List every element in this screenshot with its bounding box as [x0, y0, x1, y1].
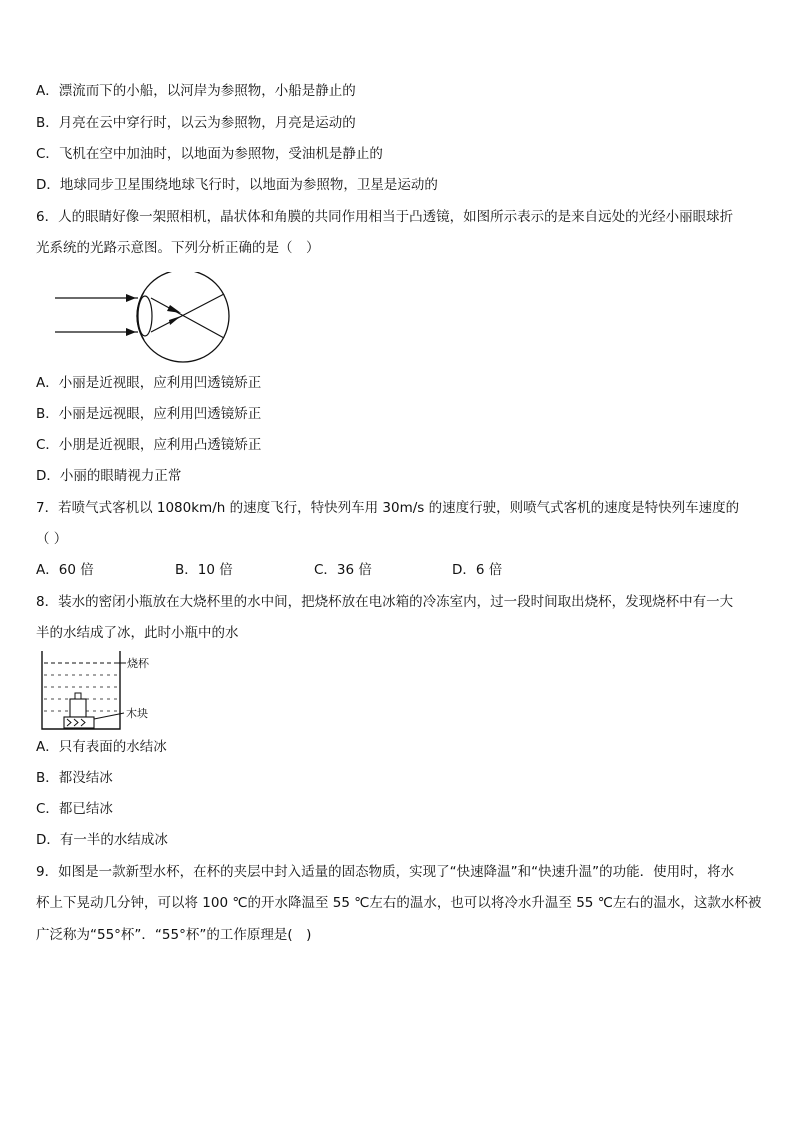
q8-option-a: A．只有表面的水结冰: [36, 739, 167, 755]
arrow-top-refracted: [167, 305, 181, 313]
q6-option-b: B．小丽是远视眼，应利用凹透镜矫正: [36, 406, 262, 422]
q8-option-b: B．都没结冰: [36, 770, 113, 786]
q5-option-a: A．漂流而下的小船，以河岸为参照物，小船是静止的: [36, 83, 356, 99]
q8-option-c: C．都已结冰: [36, 801, 113, 817]
q7-option-d: D．6 倍: [452, 562, 503, 578]
q7-option-b: B．10 倍: [175, 562, 233, 578]
small-bottle-neck: [75, 693, 81, 699]
wood-block-label: 木块: [126, 707, 148, 720]
q6-option-c: C．小朋是近视眼，应利用凸透镜矫正: [36, 437, 262, 453]
q6-stem-line2: 光系统的光路示意图。下列分析正确的是（ ）: [36, 240, 320, 256]
q6-option-d: D．小丽的眼睛视力正常: [36, 468, 182, 484]
refracted-ray-top: [151, 298, 224, 338]
refracted-ray-bottom: [151, 294, 224, 332]
arrow-bottom-incoming: [126, 328, 136, 336]
q9-stem-line1: 9．如图是一款新型水杯，在杯的夹层中封入适量的固态物质，实现了“快速降温”和“快速升温”的功能．使用时，将水: [36, 864, 735, 880]
small-bottle: [70, 699, 86, 717]
q5-option-c: C．飞机在空中加油时，以地面为参照物，受油机是静止的: [36, 146, 383, 162]
q7-option-a: A．60 倍: [36, 562, 94, 578]
q8-stem-line2: 半的水结成了冰，此时小瓶中的水: [36, 625, 239, 641]
q6-option-a: A．小丽是近视眼，应利用凹透镜矫正: [36, 375, 262, 391]
eyeball-outline: [137, 272, 229, 362]
eye-diagram: [52, 272, 242, 364]
q8-option-d: D．有一半的水结成冰: [36, 832, 168, 848]
q9-stem-line3: 广泛称为“55°杯”．“55°杯”的工作原理是( ): [36, 927, 312, 943]
q7-stem-line1: 7．若喷气式客机以 1080km/h 的速度飞行，特快列车用 30m/s 的速度行驶，则喷气式客机的速度是特快列车速度的: [36, 500, 740, 516]
lens: [138, 296, 152, 336]
wood-block: [64, 717, 94, 728]
arrow-top-incoming: [126, 294, 136, 302]
beaker-label: 烧杯: [127, 657, 149, 670]
arrow-bottom-refracted: [169, 316, 181, 325]
q9-stem-line2: 杯上下晃动几分钟，可以将 100 ℃的开水降温至 55 ℃左右的温水，也可以将冷水升温至 55 ℃左右的温水，这款水杯被: [36, 895, 762, 911]
q7-stem-line2: （ ）: [36, 531, 68, 547]
beaker-diagram: [38, 651, 168, 733]
q6-stem-line1: 6．人的眼睛好像一架照相机，晶状体和角膜的共同作用相当于凸透镜，如图所示表示的是来自远处的光经小丽眼球折: [36, 209, 734, 225]
q5-option-d: D．地球同步卫星围绕地球飞行时，以地面为参照物，卫星是运动的: [36, 177, 438, 193]
q8-stem-line1: 8．装水的密闭小瓶放在大烧杯里的水中间，把烧杯放在电冰箱的冷冻室内，过一段时间取出烧杯，发现烧杯中有一大: [36, 594, 734, 610]
q5-option-b: B．月亮在云中穿行时，以云为参照物，月亮是运动的: [36, 115, 356, 131]
q7-option-c: C．36 倍: [314, 562, 372, 578]
